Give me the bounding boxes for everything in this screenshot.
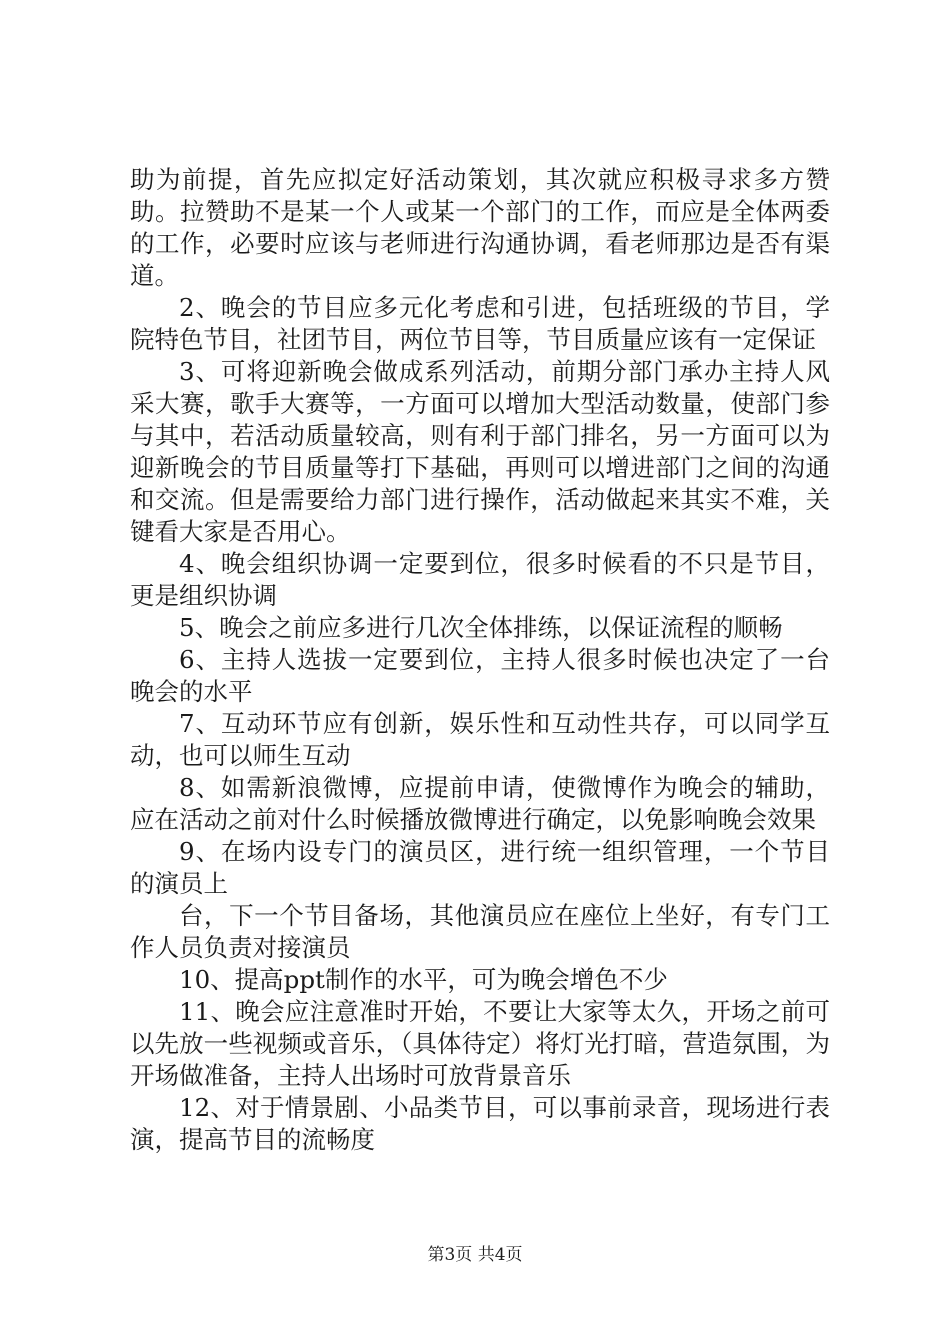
paragraph-8: 8、如需新浪微博，应提前申请，使微博作为晚会的辅助，应在活动之前对什么时候播放微博进行确定，以免影响晚会效果 xyxy=(130,773,830,834)
paragraph-12: 11、晚会应注意准时开始，不要让大家等太久，开场之前可以先放一些视频或音乐，（具体待定）将灯光打暗，营造氛围，为开场做准备，主持人出场时可放背景音乐 xyxy=(130,997,830,1090)
paragraph-5: 5、晚会之前应多进行几次全体排练，以保证流程的顺畅 xyxy=(179,613,783,642)
paragraph-13: 12、对于情景剧、小品类节目，可以事前录音，现场进行表演，提高节目的流畅度 xyxy=(130,1093,830,1154)
page-number-footer: 第3页 共4页 xyxy=(427,1245,523,1265)
paragraph-11: 10、提高ppt制作的水平，可为晚会增色不少 xyxy=(179,965,668,994)
paragraph-2: 2、晚会的节目应多元化考虑和引进，包括班级的节目，学院特色节目，社团节目，两位节目等，节目质量应该有一定保证 xyxy=(130,293,830,354)
paragraph-3: 3、可将迎新晚会做成系列活动，前期分部门承办主持人风采大赛，歌手大赛等，一方面可以增加大型活动数量，使部门参与其中，若活动质量较高，则有利于部门排名，另一方面可以为迎新晚会的节目质量等打下基础，再则可以增进部门之间的沟通和交流。但是需要给力部门进行操作，活动做起来其实不难，关键看大家是否用心。 xyxy=(130,357,830,546)
paragraph-6: 6、主持人选拔一定要到位，主持人很多时候也决定了一台晚会的水平 xyxy=(130,645,830,706)
paragraph-7: 7、互动环节应有创新，娱乐性和互动性共存，可以同学互动，也可以师生互动 xyxy=(130,709,830,770)
paragraph-4: 4、晚会组织协调一定要到位，很多时候看的不只是节目，更是组织协调 xyxy=(130,549,830,610)
paragraph-10: 台，下一个节目备场，其他演员应在座位上坐好，有专门工作人员负责对接演员 xyxy=(130,901,830,962)
document-body xyxy=(130,164,830,1156)
paragraph-9: 9、在场内设专门的演员区，进行统一组织管理，一个节目的演员上 xyxy=(130,837,830,898)
paragraph-1: 助为前提，首先应拟定好活动策划，其次就应积极寻求多方赞助。拉赞助不是某一个人或某一个部门的工作，而应是全体两委的工作，必要时应该与老师进行沟通协调，看老师那边是否有渠道。 xyxy=(130,165,830,290)
